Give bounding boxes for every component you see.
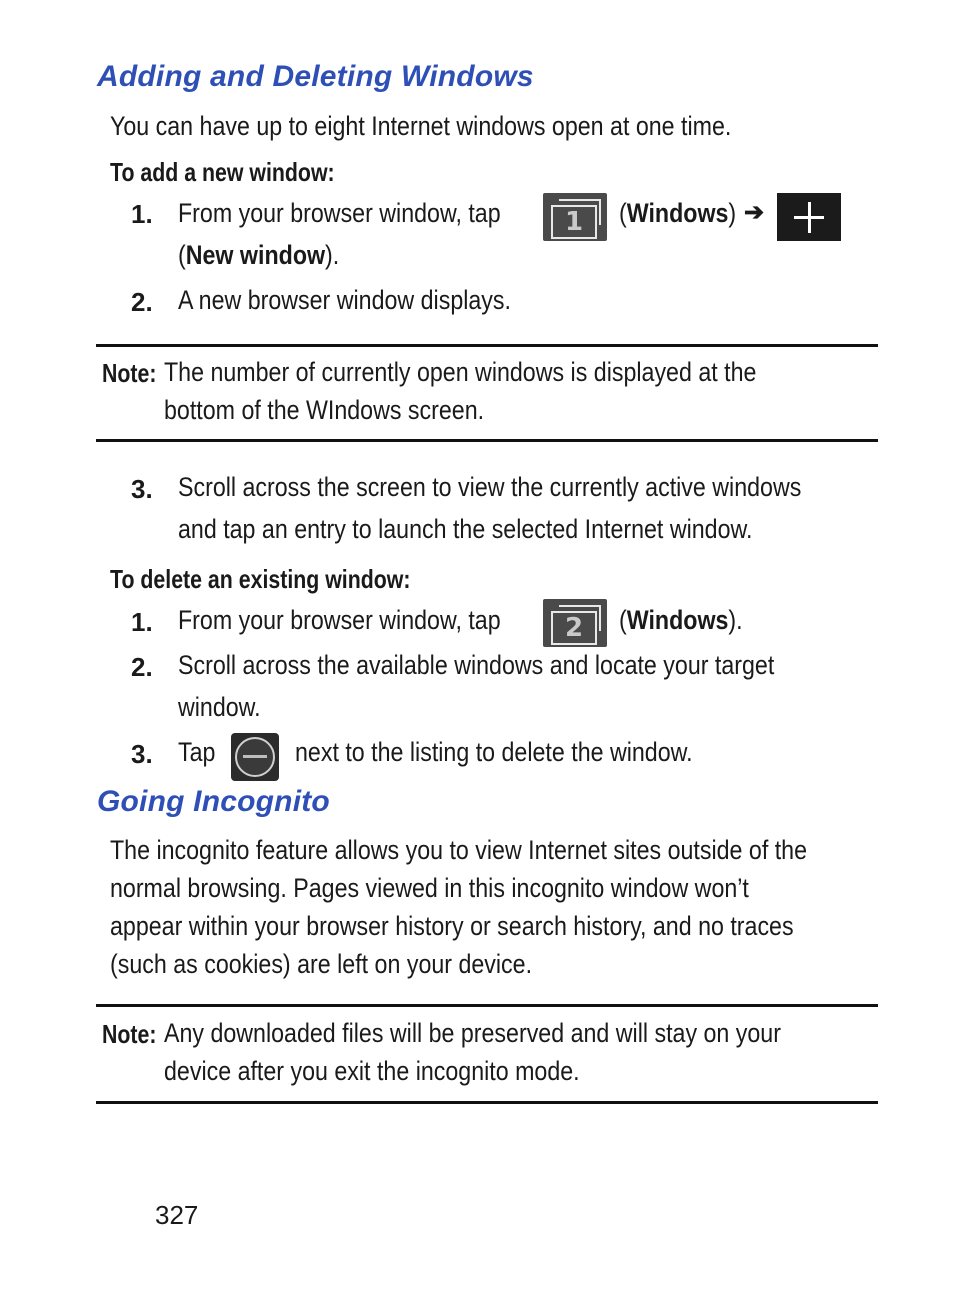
incognito-body-line2: normal browsing. Pages viewed in this incognito window won’t: [110, 873, 749, 903]
note-text-line2: device after you exit the incognito mode.: [164, 1056, 580, 1086]
step-number: 1.: [131, 199, 153, 229]
step-text: From your browser window, tap: [178, 198, 501, 228]
windows-label: (Windows): [619, 198, 737, 228]
section-title-incognito: Going Incognito: [97, 785, 330, 818]
incognito-body-line3: appear within your browser history or search history, and no traces: [110, 911, 794, 941]
page-number: 327: [155, 1200, 199, 1230]
note-bottom-rule: [96, 1101, 878, 1104]
step-text: next to the listing to delete the window.: [295, 737, 693, 767]
step-number: 3.: [131, 474, 153, 504]
step-number: 3.: [131, 739, 153, 769]
step-text-line1: Scroll across the screen to view the currently active windows: [178, 472, 802, 502]
add-window-heading: To add a new window:: [110, 157, 335, 187]
step-text: From your browser window, tap: [178, 605, 501, 635]
note-text-line1: Any downloaded files will be preserved and will stay on your: [164, 1018, 781, 1048]
incognito-body-line4: (such as cookies) are left on your device.: [110, 949, 533, 979]
windows-label: (Windows).: [619, 605, 743, 635]
delete-minus-icon: [231, 733, 279, 781]
windows-icon: [543, 193, 607, 241]
step-number: 1.: [131, 607, 153, 637]
windows-count-digit: 2: [564, 613, 584, 643]
section-title-adding-deleting: Adding and Deleting Windows: [97, 60, 534, 93]
step-number: 2.: [131, 652, 153, 682]
new-window-label: (New window).: [178, 240, 340, 270]
incognito-body-line1: The incognito feature allows you to view Internet sites outside of the: [110, 835, 808, 865]
step-text-line2: window.: [178, 692, 261, 722]
note-top-rule: [96, 1004, 878, 1007]
step-text-line1: Scroll across the available windows and locate your target: [178, 650, 775, 680]
note-label: Note:: [102, 1019, 157, 1049]
arrow-icon: ➔: [744, 199, 765, 226]
windows-icon: [543, 599, 607, 647]
step-text: Tap: [178, 737, 216, 767]
note-label: Note:: [102, 358, 157, 388]
note-bottom-rule: [96, 439, 878, 442]
windows-bold-label: Windows: [626, 605, 729, 635]
note-text-line1: The number of currently open windows is displayed at the: [164, 357, 757, 387]
step-text: A new browser window displays.: [178, 285, 511, 315]
windows-bold-label: Windows: [626, 198, 729, 228]
intro-text: You can have up to eight Internet windows open at one time.: [110, 111, 732, 141]
new-window-bold-label: New window: [185, 240, 326, 270]
step-text-line2: and tap an entry to launch the selected Internet window.: [178, 514, 753, 544]
windows-count-digit: 1: [564, 207, 584, 237]
step-number: 2.: [131, 287, 153, 317]
note-top-rule: [96, 344, 878, 347]
delete-window-heading: To delete an existing window:: [110, 564, 411, 594]
new-window-icon: [777, 193, 841, 241]
note-text-line2: bottom of the WIndows screen.: [164, 395, 485, 425]
